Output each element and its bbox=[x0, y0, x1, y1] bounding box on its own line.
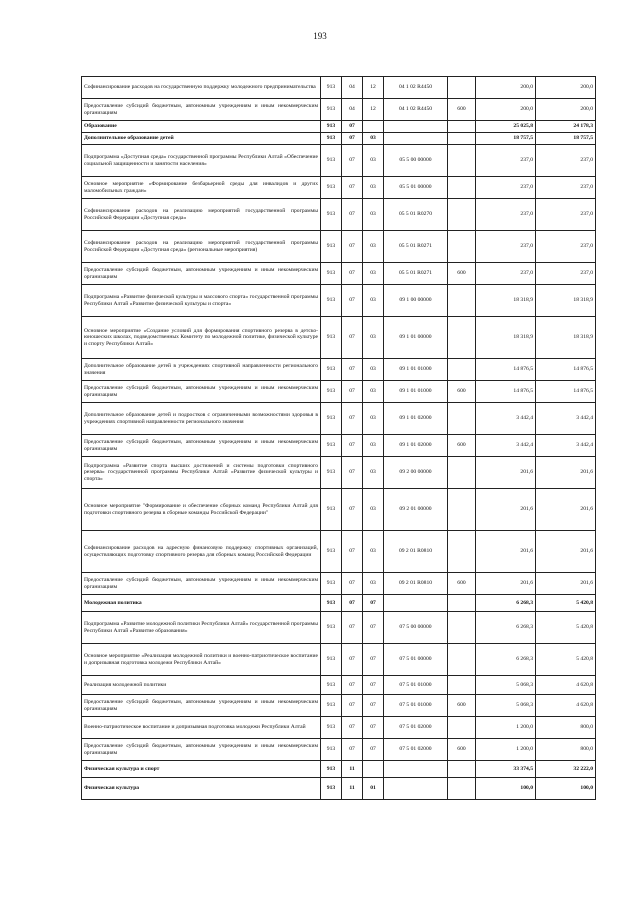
grbs-code-cell: 913 bbox=[321, 573, 342, 595]
grbs-code-cell: 913 bbox=[321, 121, 342, 133]
subsection-code-cell: 03 bbox=[363, 457, 384, 489]
table-row bbox=[82, 695, 596, 717]
section-code-cell: 07 bbox=[342, 317, 363, 359]
table-row bbox=[82, 457, 596, 489]
amount-year-1-cell: 237,0 bbox=[476, 145, 536, 177]
grbs-code-cell: 913 bbox=[321, 778, 342, 800]
subsection-code-cell: 07 bbox=[363, 695, 384, 717]
table-row bbox=[82, 177, 596, 199]
target-article-cell: 09 1 01 02000 bbox=[384, 403, 448, 435]
expense-type-cell bbox=[448, 778, 476, 800]
amount-year-2-cell: 14 876,5 bbox=[536, 381, 596, 403]
section-code-cell: 07 bbox=[342, 435, 363, 457]
subsection-code-cell: 12 bbox=[363, 77, 384, 99]
amount-year-2-cell: 18 318,9 bbox=[536, 285, 596, 317]
section-code-cell: 07 bbox=[342, 739, 363, 761]
section-code-cell: 07 bbox=[342, 695, 363, 717]
amount-year-2-cell: 800,0 bbox=[536, 739, 596, 761]
table-row bbox=[82, 676, 596, 695]
amount-year-1-cell: 14 876,5 bbox=[476, 359, 536, 381]
section-code-cell: 07 bbox=[342, 381, 363, 403]
row-name-cell: Предоставление субсидий бюджетным, автономным учреждениям и иным некоммерческим организациям bbox=[82, 435, 321, 457]
subsection-code-cell: 03 bbox=[363, 531, 384, 573]
row-name-cell: Основное мероприятие "Формирование и обеспечение сборных команд Республики Алтай для подготовки спортивного резерва в сборные команды Российской Федерации" bbox=[82, 489, 321, 531]
grbs-code-cell: 913 bbox=[321, 199, 342, 231]
grbs-code-cell: 913 bbox=[321, 761, 342, 778]
amount-year-2-cell: 200,0 bbox=[536, 99, 596, 121]
section-code-cell: 07 bbox=[342, 403, 363, 435]
grbs-code-cell: 913 bbox=[321, 145, 342, 177]
target-article-cell: 07 5 01 01000 bbox=[384, 676, 448, 695]
target-article-cell: 09 1 00 00000 bbox=[384, 285, 448, 317]
expense-type-cell bbox=[448, 489, 476, 531]
amount-year-2-cell: 237,0 bbox=[536, 263, 596, 285]
section-code-cell: 07 bbox=[342, 644, 363, 676]
grbs-code-cell: 913 bbox=[321, 403, 342, 435]
target-article-cell: 09 2 01 R0810 bbox=[384, 573, 448, 595]
page-number: 193 bbox=[313, 31, 327, 41]
row-name-cell: Софинансирование расходов на реализацию мероприятий государственной программы Российской Федерации «Доступная среда» (региональные мероприятия) bbox=[82, 231, 321, 263]
row-name-cell: Физическая культура и спорт bbox=[82, 761, 321, 778]
expense-type-cell: 600 bbox=[448, 435, 476, 457]
amount-year-1-cell: 6 268,3 bbox=[476, 612, 536, 644]
target-article-cell: 05 5 01 R0271 bbox=[384, 263, 448, 285]
grbs-code-cell: 913 bbox=[321, 317, 342, 359]
row-name-cell: Софинансирование расходов на реализацию мероприятий государственной программы Российской Федерации «Доступная среда» bbox=[82, 199, 321, 231]
expense-type-cell bbox=[448, 717, 476, 739]
amount-year-1-cell: 201,6 bbox=[476, 457, 536, 489]
expense-type-cell bbox=[448, 644, 476, 676]
amount-year-2-cell: 18 757,5 bbox=[536, 133, 596, 145]
expense-type-cell bbox=[448, 177, 476, 199]
expense-type-cell: 600 bbox=[448, 381, 476, 403]
section-code-cell: 07 bbox=[342, 285, 363, 317]
table-row bbox=[82, 359, 596, 381]
row-name-cell: Софинансирование расходов на государственную поддержку молодежного предпринимательства bbox=[82, 77, 321, 99]
row-name-cell: Дополнительное образование детей и подростков с ограниченными возможностями здоровья в учреждениях спортивной направленности регионального значения bbox=[82, 403, 321, 435]
amount-year-2-cell: 5 420,8 bbox=[536, 612, 596, 644]
amount-year-1-cell: 5 068,3 bbox=[476, 676, 536, 695]
expense-type-cell bbox=[448, 612, 476, 644]
expense-type-cell bbox=[448, 317, 476, 359]
target-article-cell: 04 1 02 R4450 bbox=[384, 77, 448, 99]
table-row bbox=[82, 435, 596, 457]
amount-year-1-cell: 3 442,4 bbox=[476, 435, 536, 457]
target-article-cell: 09 1 01 02000 bbox=[384, 435, 448, 457]
table-row bbox=[82, 531, 596, 573]
grbs-code-cell: 913 bbox=[321, 231, 342, 263]
row-name-cell: Предоставление субсидий бюджетным, автономным учреждениям и иным некоммерческим организациям bbox=[82, 695, 321, 717]
row-name-cell: Реализация молодежной политики bbox=[82, 676, 321, 695]
amount-year-2-cell: 32 222,0 bbox=[536, 761, 596, 778]
table-row bbox=[82, 739, 596, 761]
row-name-cell: Основное мероприятие «Создание условий для формирования спортивного резерва в детско-юношеских школах, подведомственных Комитету по молодежной политике, физической культуре и спорту Республики Алтай» bbox=[82, 317, 321, 359]
amount-year-1-cell: 200,0 bbox=[476, 99, 536, 121]
row-name-cell: Дополнительное образование детей bbox=[82, 133, 321, 145]
target-article-cell bbox=[384, 761, 448, 778]
table-row bbox=[82, 573, 596, 595]
subsection-code-cell: 03 bbox=[363, 435, 384, 457]
row-name-cell: Предоставление субсидий бюджетным, автономным учреждениям и иным некоммерческим организациям bbox=[82, 739, 321, 761]
subsection-code-cell: 03 bbox=[363, 489, 384, 531]
table-row bbox=[82, 133, 596, 145]
row-name-cell: Основное мероприятие «Формирование безбарьерной среды для инвалидов и других маломобильных граждан» bbox=[82, 177, 321, 199]
amount-year-2-cell: 100,0 bbox=[536, 778, 596, 800]
amount-year-2-cell: 200,0 bbox=[536, 77, 596, 99]
expense-type-cell: 600 bbox=[448, 739, 476, 761]
table-row bbox=[82, 381, 596, 403]
row-name-cell: Предоставление субсидий бюджетным, автономным учреждениям и иным некоммерческим организациям bbox=[82, 381, 321, 403]
amount-year-1-cell: 201,6 bbox=[476, 573, 536, 595]
grbs-code-cell: 913 bbox=[321, 77, 342, 99]
table-row bbox=[82, 285, 596, 317]
amount-year-2-cell: 237,0 bbox=[536, 231, 596, 263]
amount-year-1-cell: 237,0 bbox=[476, 231, 536, 263]
subsection-code-cell bbox=[363, 761, 384, 778]
amount-year-2-cell: 18 318,9 bbox=[536, 317, 596, 359]
target-article-cell: 07 5 01 02000 bbox=[384, 717, 448, 739]
subsection-code-cell: 07 bbox=[363, 612, 384, 644]
section-code-cell: 07 bbox=[342, 121, 363, 133]
table-row bbox=[82, 403, 596, 435]
subsection-code-cell: 03 bbox=[363, 285, 384, 317]
table-row bbox=[82, 77, 596, 99]
section-code-cell: 04 bbox=[342, 99, 363, 121]
table-row bbox=[82, 717, 596, 739]
amount-year-2-cell: 4 620,8 bbox=[536, 676, 596, 695]
budget-table-body bbox=[82, 77, 596, 800]
subsection-code-cell: 07 bbox=[363, 595, 384, 612]
table-row bbox=[82, 99, 596, 121]
target-article-cell: 07 5 01 02000 bbox=[384, 739, 448, 761]
expense-type-cell bbox=[448, 403, 476, 435]
subsection-code-cell: 07 bbox=[363, 717, 384, 739]
table-row bbox=[82, 761, 596, 778]
expense-type-cell bbox=[448, 676, 476, 695]
table-row bbox=[82, 644, 596, 676]
amount-year-2-cell: 5 420,8 bbox=[536, 644, 596, 676]
amount-year-2-cell: 201,6 bbox=[536, 531, 596, 573]
grbs-code-cell: 913 bbox=[321, 133, 342, 145]
grbs-code-cell: 913 bbox=[321, 99, 342, 121]
table-row bbox=[82, 595, 596, 612]
section-code-cell: 07 bbox=[342, 359, 363, 381]
amount-year-2-cell: 5 420,8 bbox=[536, 595, 596, 612]
target-article-cell: 09 2 00 00000 bbox=[384, 457, 448, 489]
grbs-code-cell: 913 bbox=[321, 457, 342, 489]
target-article-cell: 09 2 01 00000 bbox=[384, 489, 448, 531]
amount-year-1-cell: 237,0 bbox=[476, 199, 536, 231]
amount-year-1-cell: 201,6 bbox=[476, 489, 536, 531]
amount-year-2-cell: 4 620,8 bbox=[536, 695, 596, 717]
expense-type-cell bbox=[448, 121, 476, 133]
table-row bbox=[82, 199, 596, 231]
row-name-cell: Военно-патриотическое воспитание и допризывная подготовка молодежи Республики Алтай bbox=[82, 717, 321, 739]
target-article-cell: 09 1 01 00000 bbox=[384, 317, 448, 359]
amount-year-1-cell: 1 200,0 bbox=[476, 739, 536, 761]
expense-type-cell bbox=[448, 145, 476, 177]
section-code-cell: 07 bbox=[342, 231, 363, 263]
amount-year-1-cell: 201,6 bbox=[476, 531, 536, 573]
amount-year-1-cell: 6 268,3 bbox=[476, 644, 536, 676]
expense-type-cell bbox=[448, 231, 476, 263]
section-code-cell: 07 bbox=[342, 573, 363, 595]
target-article-cell bbox=[384, 133, 448, 145]
amount-year-1-cell: 100,0 bbox=[476, 778, 536, 800]
subsection-code-cell: 03 bbox=[363, 381, 384, 403]
amount-year-2-cell: 237,0 bbox=[536, 177, 596, 199]
expense-type-cell bbox=[448, 359, 476, 381]
amount-year-1-cell: 25 025,8 bbox=[476, 121, 536, 133]
subsection-code-cell: 07 bbox=[363, 739, 384, 761]
grbs-code-cell: 913 bbox=[321, 739, 342, 761]
grbs-code-cell: 913 bbox=[321, 177, 342, 199]
amount-year-1-cell: 18 318,9 bbox=[476, 317, 536, 359]
table-row bbox=[82, 145, 596, 177]
grbs-code-cell: 913 bbox=[321, 489, 342, 531]
row-name-cell: Предоставление субсидий бюджетным, автономным учреждениям и иным некоммерческим организациям bbox=[82, 263, 321, 285]
subsection-code-cell: 03 bbox=[363, 231, 384, 263]
subsection-code-cell: 03 bbox=[363, 263, 384, 285]
amount-year-1-cell: 237,0 bbox=[476, 177, 536, 199]
section-code-cell: 07 bbox=[342, 676, 363, 695]
expense-type-cell: 600 bbox=[448, 573, 476, 595]
target-article-cell: 07 5 00 00000 bbox=[384, 612, 448, 644]
target-article-cell: 05 5 01 00000 bbox=[384, 177, 448, 199]
expense-type-cell bbox=[448, 761, 476, 778]
grbs-code-cell: 913 bbox=[321, 285, 342, 317]
subsection-code-cell: 03 bbox=[363, 133, 384, 145]
grbs-code-cell: 913 bbox=[321, 695, 342, 717]
amount-year-2-cell: 14 876,5 bbox=[536, 359, 596, 381]
expense-type-cell bbox=[448, 531, 476, 573]
expense-type-cell bbox=[448, 199, 476, 231]
row-name-cell: Подпрограмма «Развитие спорта высших достижений и системы подготовки спортивного резерва» государственной программы Республики Алтай «Развитие физической культуры и спорта» bbox=[82, 457, 321, 489]
expense-type-cell: 600 bbox=[448, 99, 476, 121]
table-row bbox=[82, 121, 596, 133]
section-code-cell: 07 bbox=[342, 717, 363, 739]
target-article-cell: 09 1 01 01000 bbox=[384, 381, 448, 403]
amount-year-1-cell: 200,0 bbox=[476, 77, 536, 99]
amount-year-1-cell: 5 068,3 bbox=[476, 695, 536, 717]
row-name-cell: Дополнительное образование детей в учреждениях спортивной направленности регионального значения bbox=[82, 359, 321, 381]
amount-year-2-cell: 201,6 bbox=[536, 489, 596, 531]
amount-year-1-cell: 237,0 bbox=[476, 263, 536, 285]
subsection-code-cell: 07 bbox=[363, 676, 384, 695]
subsection-code-cell: 03 bbox=[363, 177, 384, 199]
amount-year-1-cell: 18 318,9 bbox=[476, 285, 536, 317]
section-code-cell: 07 bbox=[342, 263, 363, 285]
amount-year-2-cell: 24 178,3 bbox=[536, 121, 596, 133]
grbs-code-cell: 913 bbox=[321, 612, 342, 644]
subsection-code-cell: 07 bbox=[363, 644, 384, 676]
expense-type-cell bbox=[448, 285, 476, 317]
amount-year-2-cell: 3 442,4 bbox=[536, 403, 596, 435]
expense-type-cell bbox=[448, 457, 476, 489]
row-name-cell: Молодежная политика bbox=[82, 595, 321, 612]
section-code-cell: 07 bbox=[342, 145, 363, 177]
row-name-cell: Физическая культура bbox=[82, 778, 321, 800]
row-name-cell: Предоставление субсидий бюджетным, автономным учреждениям и иным некоммерческим организациям bbox=[82, 99, 321, 121]
table-row bbox=[82, 489, 596, 531]
section-code-cell: 07 bbox=[342, 595, 363, 612]
section-code-cell: 04 bbox=[342, 77, 363, 99]
row-name-cell: Софинансирование расходов на адресную финансовую поддержку спортивных организаций, осуществляющих подготовку спортивного резерва для сборных команд Российской Федерации bbox=[82, 531, 321, 573]
expense-type-cell: 600 bbox=[448, 263, 476, 285]
row-name-cell: Подпрограмма «Доступная среда» государственной программы Республики Алтай «Обеспечение социальной защищенности и занятости населения» bbox=[82, 145, 321, 177]
table-row bbox=[82, 778, 596, 800]
section-code-cell: 07 bbox=[342, 133, 363, 145]
row-name-cell: Подпрограмма «Развитие молодежной политики Республики Алтай» государственной программы Республики Алтай «Развитие образования» bbox=[82, 612, 321, 644]
row-name-cell: Подпрограмма «Развитие физической культуры и массового спорта» государственной программы Республики Алтай «Развитие физической культуры и спорта» bbox=[82, 285, 321, 317]
budget-table bbox=[81, 76, 596, 800]
subsection-code-cell: 03 bbox=[363, 403, 384, 435]
section-code-cell: 07 bbox=[342, 177, 363, 199]
amount-year-2-cell: 237,0 bbox=[536, 199, 596, 231]
expense-type-cell bbox=[448, 595, 476, 612]
amount-year-2-cell: 3 442,4 bbox=[536, 435, 596, 457]
section-code-cell: 11 bbox=[342, 761, 363, 778]
target-article-cell: 09 1 01 01000 bbox=[384, 359, 448, 381]
grbs-code-cell: 913 bbox=[321, 531, 342, 573]
grbs-code-cell: 913 bbox=[321, 263, 342, 285]
subsection-code-cell: 12 bbox=[363, 99, 384, 121]
grbs-code-cell: 913 bbox=[321, 676, 342, 695]
grbs-code-cell: 913 bbox=[321, 644, 342, 676]
expense-type-cell bbox=[448, 77, 476, 99]
row-name-cell: Основное мероприятие «Реализация молодежной политики и военно-патриотическое воспитание и допризывная подготовка молодежи Республики Алтай» bbox=[82, 644, 321, 676]
subsection-code-cell: 03 bbox=[363, 199, 384, 231]
subsection-code-cell bbox=[363, 121, 384, 133]
target-article-cell: 04 1 02 R4450 bbox=[384, 99, 448, 121]
table-row bbox=[82, 231, 596, 263]
subsection-code-cell: 03 bbox=[363, 317, 384, 359]
grbs-code-cell: 913 bbox=[321, 359, 342, 381]
amount-year-1-cell: 6 268,3 bbox=[476, 595, 536, 612]
table-row bbox=[82, 317, 596, 359]
table-row bbox=[82, 612, 596, 644]
grbs-code-cell: 913 bbox=[321, 381, 342, 403]
expense-type-cell: 600 bbox=[448, 695, 476, 717]
target-article-cell bbox=[384, 121, 448, 133]
grbs-code-cell: 913 bbox=[321, 717, 342, 739]
section-code-cell: 11 bbox=[342, 778, 363, 800]
subsection-code-cell: 03 bbox=[363, 573, 384, 595]
row-name-cell: Предоставление субсидий бюджетным, автономным учреждениям и иным некоммерческим организациям bbox=[82, 573, 321, 595]
amount-year-1-cell: 14 876,5 bbox=[476, 381, 536, 403]
subsection-code-cell: 03 bbox=[363, 145, 384, 177]
target-article-cell: 07 5 01 00000 bbox=[384, 644, 448, 676]
grbs-code-cell: 913 bbox=[321, 595, 342, 612]
section-code-cell: 07 bbox=[342, 199, 363, 231]
subsection-code-cell: 01 bbox=[363, 778, 384, 800]
target-article-cell bbox=[384, 595, 448, 612]
target-article-cell: 05 5 01 R0270 bbox=[384, 199, 448, 231]
target-article-cell: 09 2 01 R0810 bbox=[384, 531, 448, 573]
section-code-cell: 07 bbox=[342, 489, 363, 531]
amount-year-1-cell: 3 442,4 bbox=[476, 403, 536, 435]
table-row bbox=[82, 263, 596, 285]
amount-year-1-cell: 1 200,0 bbox=[476, 717, 536, 739]
section-code-cell: 07 bbox=[342, 531, 363, 573]
target-article-cell: 05 5 00 00000 bbox=[384, 145, 448, 177]
grbs-code-cell: 913 bbox=[321, 435, 342, 457]
row-name-cell: Образование bbox=[82, 121, 321, 133]
target-article-cell: 05 5 01 R0271 bbox=[384, 231, 448, 263]
amount-year-2-cell: 237,0 bbox=[536, 145, 596, 177]
amount-year-1-cell: 33 374,5 bbox=[476, 761, 536, 778]
amount-year-1-cell: 18 757,5 bbox=[476, 133, 536, 145]
amount-year-2-cell: 201,6 bbox=[536, 573, 596, 595]
section-code-cell: 07 bbox=[342, 457, 363, 489]
target-article-cell: 07 5 01 01000 bbox=[384, 695, 448, 717]
expense-type-cell bbox=[448, 133, 476, 145]
section-code-cell: 07 bbox=[342, 612, 363, 644]
amount-year-2-cell: 201,6 bbox=[536, 457, 596, 489]
amount-year-2-cell: 800,0 bbox=[536, 717, 596, 739]
subsection-code-cell: 03 bbox=[363, 359, 384, 381]
target-article-cell bbox=[384, 778, 448, 800]
